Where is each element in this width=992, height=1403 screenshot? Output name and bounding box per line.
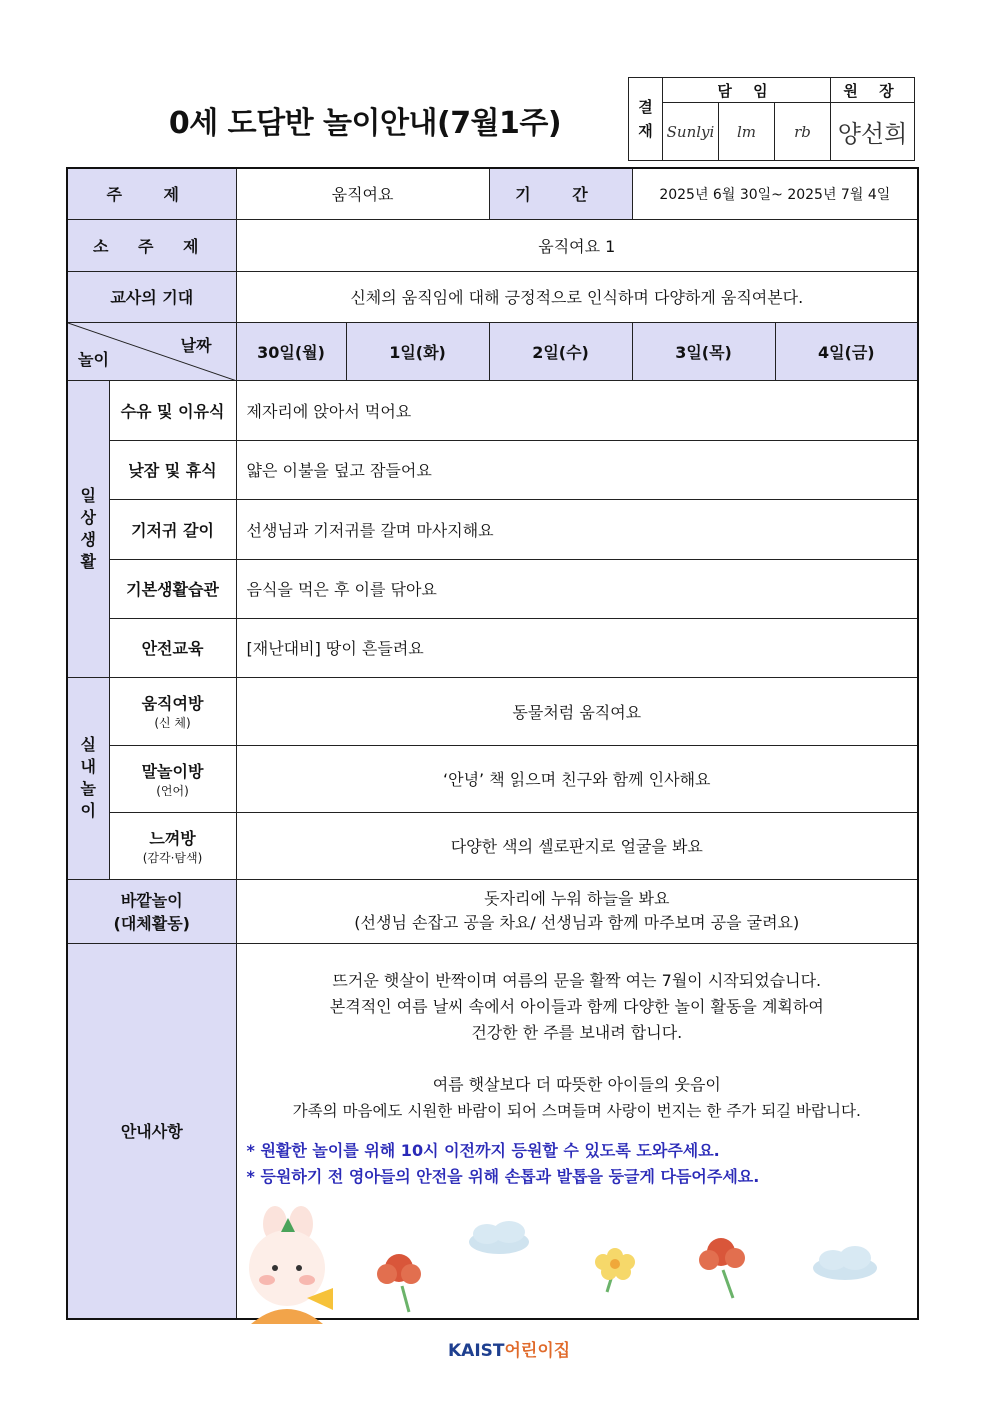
kaist-daycare-logo: KAIST어린이집 [448,1341,571,1361]
play-header-label: 놀이 [78,349,109,369]
day-header-fri: 4일(금) [775,322,918,380]
notice-note: * 원활한 놀이를 위해 10시 이전까지 등원할 수 있도록 도와주세요. [246,1140,720,1160]
notice-line: 건강한 한 주를 보내려 합니다. [471,1022,683,1042]
day-header-tue: 1일(화) [346,322,489,380]
notice-line: 가족의 마음에도 시원한 바람이 되어 스며들며 사랑이 번지는 한 주가 되길 바랍니다. [292,1101,861,1120]
cloud-illustration [469,1221,529,1254]
approval-label-top: 결 [638,98,653,116]
indoor-item-text: ‘안녕’ 책 읽으며 친구와 함께 인사해요 [236,745,918,812]
indoor-item-text: 동물처럼 움직여요 [236,677,918,745]
period-label: 기 간 [489,168,632,219]
flower-illustration [699,1238,745,1298]
cloud-illustration [813,1246,877,1280]
decorative-illustration [237,1206,917,1324]
head-teacher-header: 담 임 [663,78,831,103]
indoor-item-text: 다양한 색의 셀로판지로 얼굴을 봐요 [236,812,918,879]
daily-life-group: 일 상 생 활 [67,380,109,677]
daily-item-label: 기저귀 갈이 [109,499,236,559]
daily-item-label: 기본생활습관 [109,559,236,618]
day-header-mon: 30일(월) [236,322,346,380]
document-title: 0세 도담반 놀이안내(7월1주) [168,106,562,141]
notice-label: 안내사항 [67,943,236,1319]
subtopic-value: 움직여요 1 [236,219,918,271]
daily-item-text: 제자리에 앉아서 먹어요 [236,380,918,440]
notice-body [236,943,918,1319]
daily-item-text: [재난대비] 땅이 흔들려요 [236,618,918,677]
outdoor-play-label: 바깥놀이 (대체활동) [67,879,236,943]
date-header-label: 날짜 [180,335,212,355]
daily-item-text: 음식을 먹은 후 이를 닦아요 [236,559,918,618]
plan-table [66,167,919,1320]
topic-value: 움직여요 [236,168,489,219]
signature-3: rb [775,103,831,161]
diagonal-header [67,322,236,380]
indoor-item-label: 말놀이방 (언어) [109,745,236,812]
flower-illustration [595,1248,635,1292]
topic-label: 주 제 [67,168,236,219]
daily-item-label: 낮잠 및 휴식 [109,440,236,499]
director-signature: 양선희 [831,103,915,161]
signature-1: Sunlyi [663,103,719,161]
notice-line: 뜨거운 햇살이 반짝이며 여름의 문을 활짝 여는 7월이 시작되었습니다. [332,970,822,990]
notice-note: * 등원하기 전 영아들의 안전을 위해 손톱과 발톱을 둥글게 다듬어주세요. [246,1166,760,1186]
daily-item-label: 안전교육 [109,618,236,677]
day-header-thu: 3일(목) [632,322,775,380]
daily-item-text: 얇은 이불을 덮고 잠들어요 [236,440,918,499]
approval-label [629,78,663,161]
indoor-item-label: 움직여방 (신 체) [109,677,236,745]
daily-item-label: 수유 및 이유식 [109,380,236,440]
period-value: 2025년 6월 30일~ 2025년 7월 4일 [632,168,918,219]
notice-line: 본격적인 여름 날씨 속에서 아이들과 함께 다양한 놀이 활동을 계획하여 [329,996,824,1016]
teacher-expectation-label: 교사의 기대 [67,271,236,322]
subtopic-label: 소 주 제 [67,219,236,271]
signature-2: lm [719,103,775,161]
day-header-wed: 2일(수) [489,322,632,380]
flower-illustration [377,1254,421,1312]
approval-label-bottom: 재 [638,122,653,140]
approval-box [628,77,915,161]
notice-line: 여름 햇살보다 더 따뜻한 아이들의 웃음이 [432,1074,721,1094]
outdoor-play-text: 돗자리에 누워 하늘을 봐요 (선생님 손잡고 공을 차요/ 선생님과 함께 마주보며 공을 굴려요) [236,879,918,943]
indoor-item-label: 느껴방 (감각·탐색) [109,812,236,879]
teacher-expectation-value: 신체의 움직임에 대해 긍정적으로 인식하며 다양하게 움직여본다. [236,271,918,322]
bunny-illustration [249,1206,333,1324]
indoor-play-group: 실 내 놀 이 [67,677,109,879]
notice-line [237,1046,918,1072]
daily-item-text: 선생님과 기저귀를 갈며 마사지해요 [236,499,918,559]
director-header: 원 장 [831,78,915,103]
